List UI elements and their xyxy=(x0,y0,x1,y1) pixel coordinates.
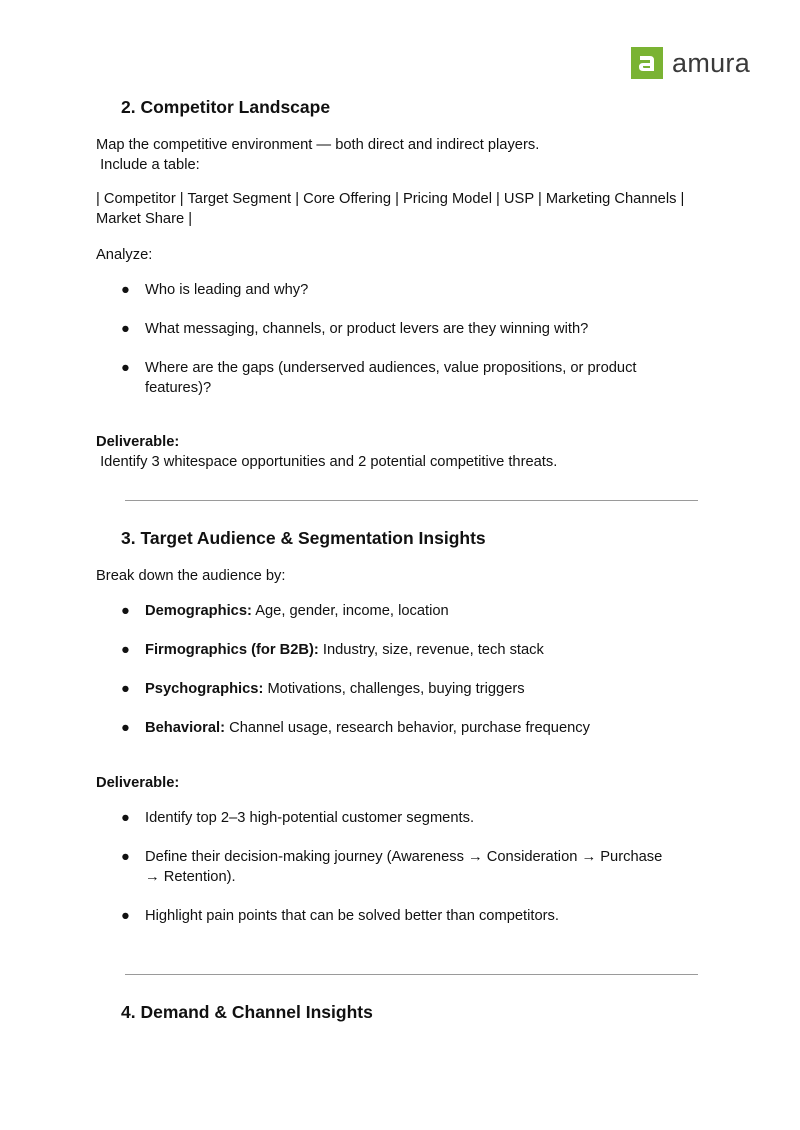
list-item-text: Where are the gaps (underserved audiences, value propositions, or product features)? xyxy=(145,360,637,396)
list-item-text: Highlight pain points that can be solved better than competitors. xyxy=(145,908,559,924)
table-spec-line2: Market Share | xyxy=(96,211,193,227)
bullet-dot: ● xyxy=(121,849,130,865)
list-item-text xyxy=(145,718,681,738)
section-3-intro: Break down the audience by: xyxy=(96,568,286,584)
list-item xyxy=(121,847,681,887)
list-item-text xyxy=(145,679,681,699)
table-spec-line1: | Competitor | Target Segment | Core Offering | Pricing Model | USP | Marketing Channels | xyxy=(96,191,685,207)
bullet-dot: ● xyxy=(121,603,130,619)
section-2-table-spec xyxy=(96,189,706,229)
list-item-label: Firmographics (for B2B): xyxy=(145,642,319,658)
list-item xyxy=(121,718,681,738)
section-2-analyze-label: Analyze: xyxy=(96,247,153,263)
list-item-detail: Age, gender, income, location xyxy=(251,603,449,619)
bullet-dot: ● xyxy=(121,321,130,337)
list-item-label: Psychographics: xyxy=(145,681,264,697)
bullet-dot: ● xyxy=(121,810,130,826)
list-item xyxy=(121,601,681,621)
section-2-intro xyxy=(96,135,706,175)
section-2-deliverable xyxy=(96,432,706,472)
bullet-dot: ● xyxy=(121,720,130,736)
list-item-detail: Motivations, challenges, buying triggers xyxy=(263,681,525,697)
brand-logo xyxy=(631,47,750,79)
section-divider xyxy=(125,500,698,501)
brand-name: amura xyxy=(672,48,751,78)
section-4-title: 4. Demand & Channel Insights xyxy=(121,1002,373,1022)
deliverable-text: Identify 3 whitespace opportunities and 2 potential competitive threats. xyxy=(96,454,558,470)
list-item-text: Identify top 2–3 high-potential customer segments. xyxy=(145,810,475,826)
deliverable-label: Deliverable: xyxy=(96,434,180,450)
bullet-dot: ● xyxy=(121,282,130,298)
list-item xyxy=(121,358,681,398)
list-item xyxy=(121,640,681,660)
section-2-intro-line1: Map the competitive environment — both direct and indirect players. xyxy=(96,137,540,153)
section-3-title: 3. Target Audience & Segmentation Insights xyxy=(121,528,486,548)
list-item xyxy=(121,319,681,339)
list-item-text xyxy=(145,640,681,660)
section-2-intro-line2: Include a table: xyxy=(96,157,200,173)
list-item xyxy=(121,280,681,300)
list-item-detail: Industry, size, revenue, tech stack xyxy=(318,642,544,658)
bullet-dot: ● xyxy=(121,642,130,658)
list-item xyxy=(121,906,681,926)
list-item-label: Demographics: xyxy=(145,603,252,619)
section-divider xyxy=(125,974,698,975)
bullet-dot: ● xyxy=(121,681,130,697)
list-item-text: Define their decision-making journey (Awareness → Consideration → Purchase → Retention). xyxy=(145,849,663,885)
list-item-detail: Channel usage, research behavior, purchase frequency xyxy=(225,720,590,736)
list-item-text xyxy=(145,601,681,621)
list-item xyxy=(121,808,681,828)
list-item-label: Behavioral: xyxy=(145,720,225,736)
list-item-text: What messaging, channels, or product levers are they winning with? xyxy=(145,321,589,337)
list-item xyxy=(121,679,681,699)
section-3-deliverable-label: Deliverable: xyxy=(96,775,180,791)
bullet-dot: ● xyxy=(121,908,130,924)
bullet-dot: ● xyxy=(121,360,130,376)
section-2-title: 2. Competitor Landscape xyxy=(121,97,331,117)
list-item-text: Who is leading and why? xyxy=(145,282,309,298)
amura-logo-icon xyxy=(631,47,663,79)
